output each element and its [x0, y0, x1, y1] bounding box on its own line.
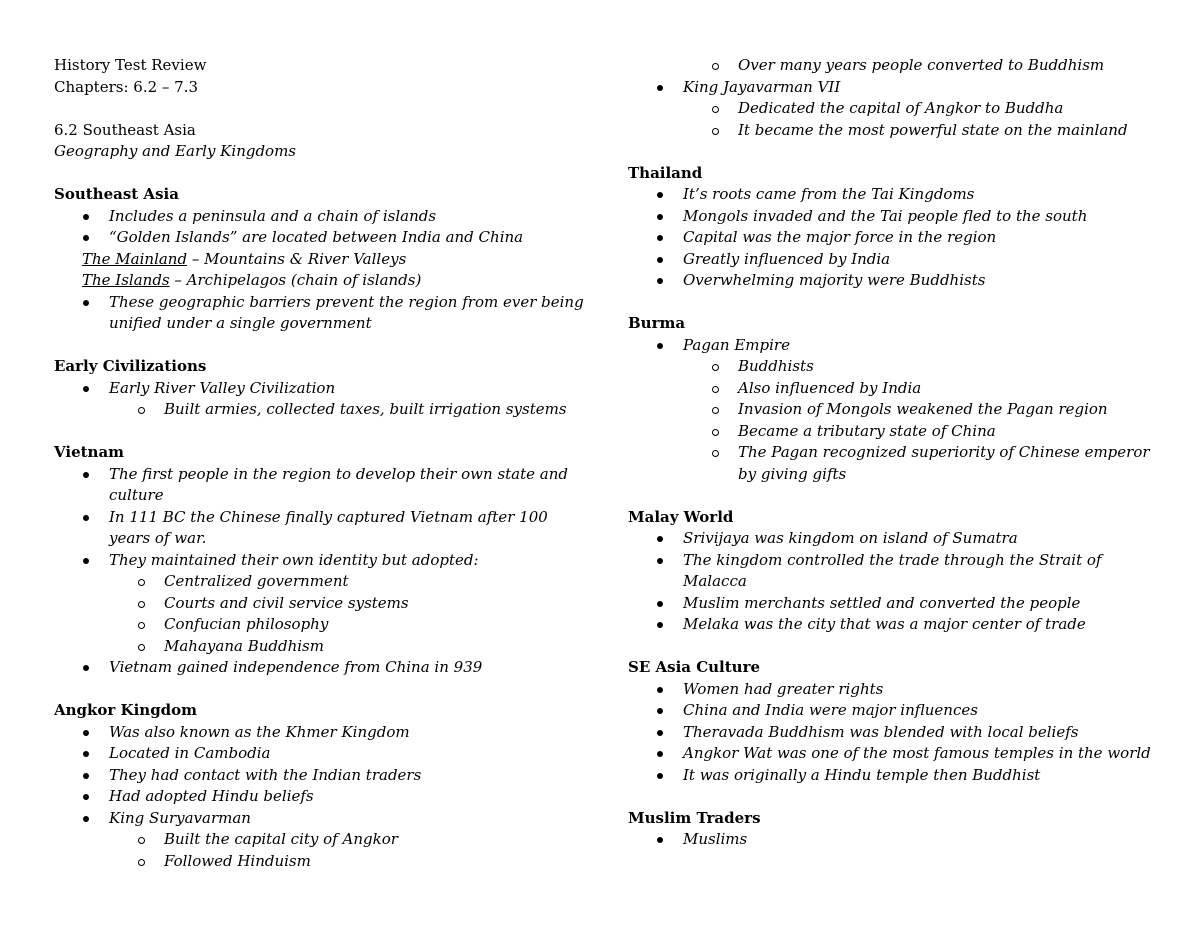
bullet-icon — [83, 558, 89, 564]
bullet-icon — [657, 343, 663, 349]
heading-vietnam: Vietnam — [54, 443, 125, 461]
bullet-icon — [657, 751, 663, 757]
list-item: Pagan Empire — [628, 335, 1168, 357]
circle-bullet-icon — [138, 579, 145, 586]
circle-bullet-icon — [138, 622, 145, 629]
list-item: King Jayavarman VII — [628, 77, 1168, 99]
list-item: Theravada Buddhism was blended with local beliefs — [628, 722, 1168, 744]
bullet-icon — [657, 214, 663, 220]
sub-list-item-continuation: by giving gifts — [738, 464, 847, 483]
list-item: They maintained their own identity but adopted: — [54, 550, 614, 572]
circle-bullet-icon — [712, 386, 719, 393]
list-item: They had contact with the Indian traders — [54, 765, 614, 787]
heading-burma: Burma — [628, 314, 686, 332]
list-item: It was originally a Hindu temple then Buddhist — [628, 765, 1168, 787]
bullet-icon — [83, 235, 89, 241]
list-item: “Golden Islands” are located between India and China — [54, 227, 614, 249]
bullet-icon — [83, 214, 89, 220]
bullet-icon — [83, 816, 89, 822]
right-column — [628, 55, 1168, 851]
bullet-icon — [657, 235, 663, 241]
sub-list-item: Invasion of Mongols weakened the Pagan region — [628, 399, 1168, 421]
list-item: Women had greater rights — [628, 679, 1168, 701]
circle-bullet-icon — [712, 128, 719, 135]
bullet-icon — [657, 708, 663, 714]
list-item: In 111 BC the Chinese finally captured Vietnam after 100 — [54, 507, 614, 529]
bullet-icon — [83, 730, 89, 736]
bullet-icon — [83, 794, 89, 800]
left-column — [54, 55, 614, 872]
bullet-icon — [657, 773, 663, 779]
circle-bullet-icon — [712, 364, 719, 371]
bullet-icon — [657, 257, 663, 263]
list-item: Srivijaya was kingdom on island of Sumatra — [628, 528, 1168, 550]
list-item: Angkor Wat was one of the most famous temples in the world — [628, 743, 1168, 765]
sub-list-item: Dedicated the capital of Angkor to Buddha — [628, 98, 1168, 120]
circle-bullet-icon — [138, 407, 145, 414]
sub-list-item: The Pagan recognized superiority of Chinese emperor — [628, 442, 1168, 464]
chapters-line: Chapters: 6.2 – 7.3 — [54, 77, 199, 96]
mainland-line: The Mainland – Mountains & River Valleys — [82, 249, 407, 268]
sub-list-item: Buddhists — [628, 356, 1168, 378]
list-item: The kingdom controlled the trade through the Strait of — [628, 550, 1168, 572]
bullet-icon — [657, 278, 663, 284]
sub-list-item: Courts and civil service systems — [54, 593, 614, 615]
sub-list-item: Built the capital city of Angkor — [54, 829, 614, 851]
sub-list-item: It became the most powerful state on the mainland — [628, 120, 1168, 142]
list-item: Muslims — [628, 829, 1168, 851]
list-item: China and India were major influences — [628, 700, 1168, 722]
bullet-icon — [83, 472, 89, 478]
bullet-icon — [657, 730, 663, 736]
circle-bullet-icon — [138, 837, 145, 844]
list-item-continuation: years of war. — [109, 529, 207, 547]
bullet-icon — [83, 773, 89, 779]
sub-list-item: Centralized government — [54, 571, 614, 593]
list-item: Includes a peninsula and a chain of islands — [54, 206, 614, 228]
circle-bullet-icon — [712, 450, 719, 457]
heading-muslim-traders: Muslim Traders — [628, 808, 761, 827]
sub-list-item: Also influenced by India — [628, 378, 1168, 400]
bullet-icon — [83, 751, 89, 757]
sub-list-item: Over many years people converted to Buddhism — [628, 55, 1168, 77]
bullet-icon — [83, 300, 89, 306]
heading-se-asia-culture: SE Asia Culture — [628, 658, 761, 676]
circle-bullet-icon — [712, 106, 719, 113]
heading-malay-world: Malay World — [628, 507, 734, 526]
list-item: Had adopted Hindu beliefs — [54, 786, 614, 808]
list-item-continuation: culture — [109, 486, 164, 504]
list-item: Vietnam gained independence from China in 939 — [54, 657, 614, 679]
list-item: Overwhelming majority were Buddhists — [628, 270, 1168, 292]
circle-bullet-icon — [712, 429, 719, 436]
heading-thailand: Thailand — [628, 163, 703, 182]
list-item: These geographic barriers prevent the region from ever being — [54, 292, 614, 314]
bullet-icon — [657, 687, 663, 693]
list-item-continuation: Malacca — [683, 572, 747, 590]
bullet-icon — [657, 192, 663, 198]
section-subtitle: Geography and Early Kingdoms — [54, 142, 297, 160]
list-item: King Suryavarman — [54, 808, 614, 830]
list-item: Capital was the major force in the region — [628, 227, 1168, 249]
bullet-icon — [657, 837, 663, 843]
bullet-icon — [83, 665, 89, 671]
bullet-icon — [657, 622, 663, 628]
list-item: It’s roots came from the Tai Kingdoms — [628, 184, 1168, 206]
list-item: Melaka was the city that was a major center of trade — [628, 614, 1168, 636]
list-item: Was also known as the Khmer Kingdom — [54, 722, 614, 744]
heading-southeast-asia: Southeast Asia — [54, 185, 179, 203]
list-item: Located in Cambodia — [54, 743, 614, 765]
document-title: History Test Review — [54, 56, 207, 74]
list-item: Early River Valley Civilization — [54, 378, 614, 400]
bullet-icon — [657, 601, 663, 607]
bullet-icon — [657, 85, 663, 91]
bullet-icon — [83, 386, 89, 392]
list-item: Greatly influenced by India — [628, 249, 1168, 271]
list-item: The first people in the region to develop their own state and — [54, 464, 614, 486]
sub-list-item: Became a tributary state of China — [628, 421, 1168, 443]
sub-list-item: Built armies, collected taxes, built irrigation systems — [54, 399, 614, 421]
sub-list-item: Confucian philosophy — [54, 614, 614, 636]
bullet-icon — [657, 536, 663, 542]
bullet-icon — [83, 515, 89, 521]
sub-list-item: Mahayana Buddhism — [54, 636, 614, 658]
sub-list-item: Followed Hinduism — [54, 851, 614, 873]
bullet-icon — [657, 558, 663, 564]
section-title: 6.2 Southeast Asia — [54, 120, 196, 139]
circle-bullet-icon — [712, 407, 719, 414]
list-item-continuation: unified under a single government — [109, 314, 372, 332]
circle-bullet-icon — [712, 63, 719, 70]
circle-bullet-icon — [138, 644, 145, 651]
circle-bullet-icon — [138, 601, 145, 608]
heading-early-civilizations: Early Civilizations — [54, 357, 207, 375]
list-item: Mongols invaded and the Tai people fled to the south — [628, 206, 1168, 228]
circle-bullet-icon — [138, 859, 145, 866]
heading-angkor-kingdom: Angkor Kingdom — [54, 701, 198, 719]
islands-line: The Islands – Archipelagos (chain of islands) — [82, 271, 422, 289]
list-item: Muslim merchants settled and converted the people — [628, 593, 1168, 615]
